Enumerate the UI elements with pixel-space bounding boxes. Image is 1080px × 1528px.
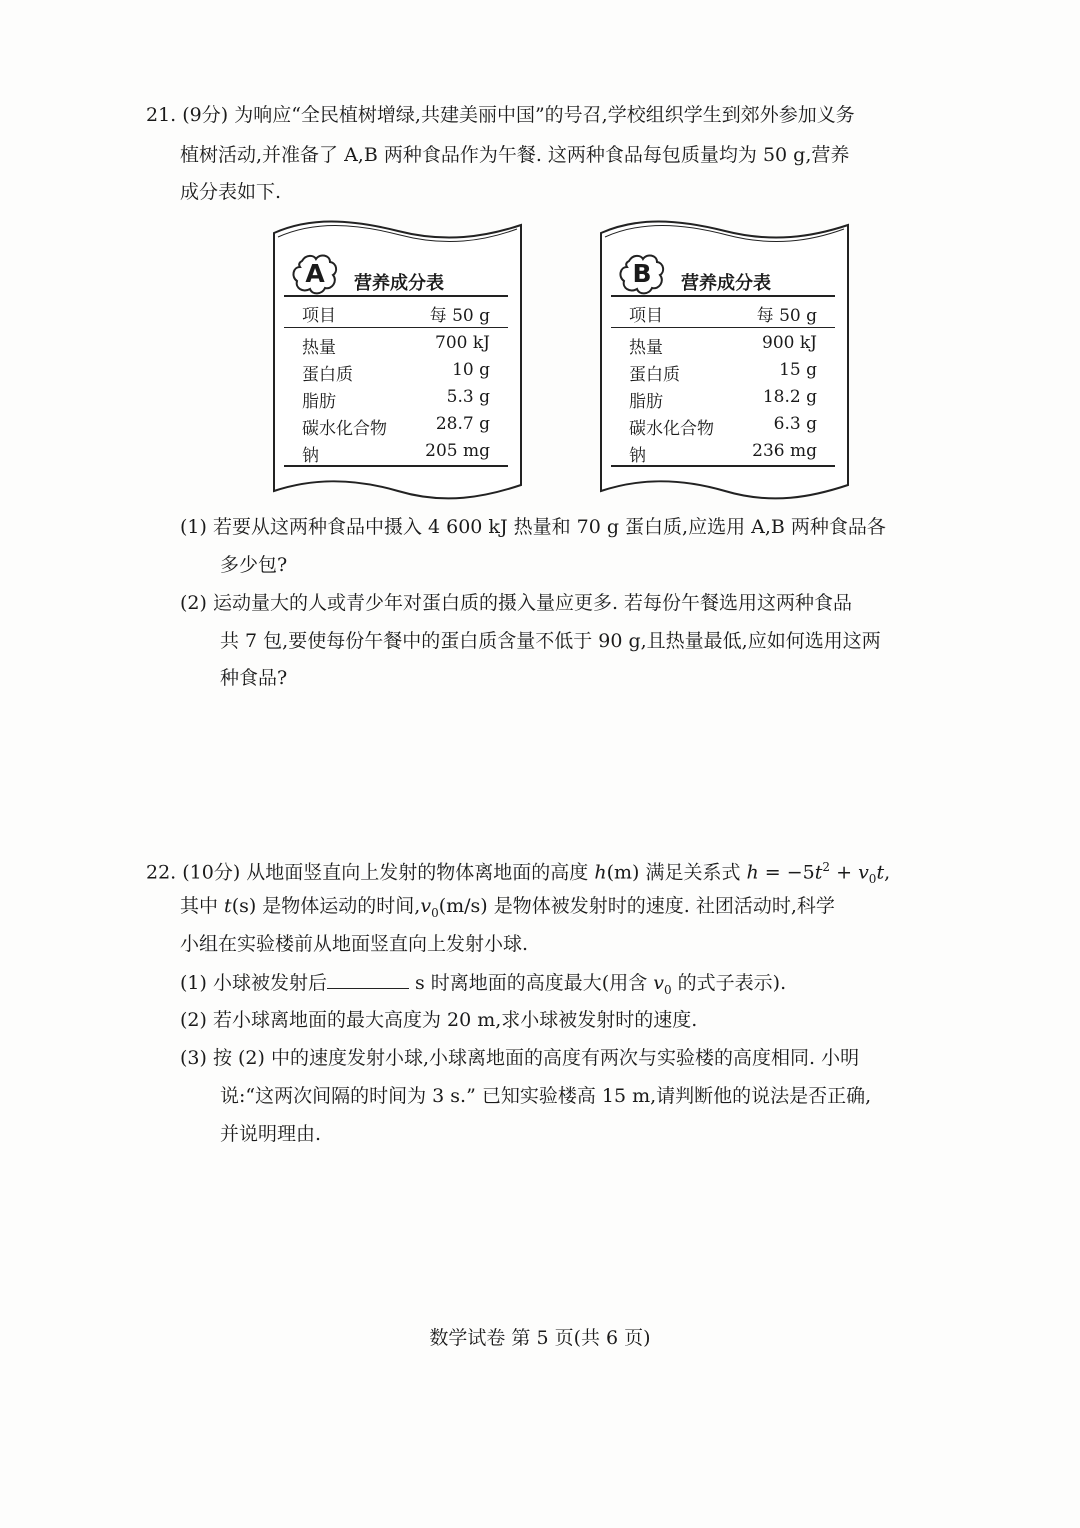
row-value: 6.3 g — [773, 414, 817, 434]
row-value: 18.2 g — [762, 387, 817, 407]
var-v: v — [653, 972, 664, 994]
q21-part2-line-1: (2) 运动量大的人或青少年对蛋白质的摄入量应更多. 若每份午餐选用这两种食品 — [180, 592, 853, 614]
q22-line-3: 小组在实验楼前从地面竖直向上发射小球. — [180, 933, 529, 955]
row-label: 钠 — [629, 446, 646, 466]
q22-l1-text-e: , — [884, 861, 891, 884]
q22-l2-text-a: 其中 — [180, 895, 225, 917]
var-t: t — [814, 861, 823, 884]
q22-line-2 — [180, 894, 835, 925]
table-row — [611, 384, 835, 411]
row-label: 钠 — [302, 446, 319, 466]
table-header-row — [284, 295, 508, 328]
row-label: 蛋白质 — [302, 365, 353, 385]
q22-part3-line-3: 并说明理由. — [220, 1123, 322, 1145]
var-h: h — [594, 861, 607, 884]
header-per: 每 50 g — [429, 306, 490, 326]
row-label: 热量 — [302, 338, 336, 358]
nutrition-card-b — [597, 215, 852, 500]
q22-p1-text-c: 的式子表示). — [671, 972, 787, 994]
exponent: 2 — [822, 860, 831, 874]
row-value: 236 mg — [752, 441, 817, 461]
table-header-row — [611, 295, 835, 328]
table-row — [611, 438, 835, 467]
q21-part1-line-2: 多少包? — [220, 554, 288, 576]
table-row — [284, 384, 508, 411]
row-label: 脂肪 — [629, 392, 663, 412]
q21-line-3: 成分表如下. — [180, 181, 282, 203]
q22-l2-text-c: (m/s) 是物体被发射时的速度. 社团活动时,科学 — [438, 895, 835, 917]
var-v: v — [858, 861, 869, 884]
var-v: v — [420, 895, 432, 917]
q21-line-1: 21. (9分) 为响应“全民植树增绿,共建美丽中国”的号召,学校组织学生到郊外参加义务 — [146, 104, 855, 126]
header-per: 每 50 g — [756, 306, 817, 326]
table-row — [611, 411, 835, 438]
q21-line-2: 植树活动,并准备了 A,B 两种食品作为午餐. 这两种食品每包质量均为 50 g,营养 — [180, 144, 850, 166]
q22-l1-text-c: = −5 — [758, 861, 815, 884]
table-row — [611, 330, 835, 357]
table-row — [284, 330, 508, 357]
q22-p1-text-a: (1) 小球被发射后 — [180, 972, 327, 994]
var-t: t — [876, 861, 885, 884]
header-item: 项目 — [629, 306, 663, 326]
card-a-title: 营养成分表 — [354, 273, 444, 294]
badge-a-letter: A — [305, 259, 325, 288]
badge-a-icon — [292, 253, 338, 295]
q22-l1-text-b: (m) 满足关系式 — [606, 861, 747, 884]
nutrition-card-a — [270, 215, 525, 500]
badge-b-letter: B — [632, 259, 652, 288]
row-value: 900 kJ — [762, 333, 817, 353]
q22-p1-text-b: s 时离地面的高度最大(用含 — [408, 972, 654, 994]
page-footer: 数学试卷 第 5 页(共 6 页) — [429, 1327, 651, 1349]
var-h: h — [746, 861, 759, 884]
badge-b-icon — [619, 253, 665, 295]
table-row — [284, 357, 508, 384]
subscript: 0 — [664, 982, 672, 997]
q21-part2-line-3: 种食品? — [220, 667, 288, 689]
row-value: 205 mg — [425, 441, 490, 461]
var-t: t — [224, 895, 232, 917]
table-row — [284, 438, 508, 467]
row-label: 脂肪 — [302, 392, 336, 412]
row-value: 15 g — [779, 360, 817, 380]
q22-l1-text-d: + — [830, 861, 859, 884]
row-value: 5.3 g — [446, 387, 490, 407]
subscript: 0 — [868, 872, 877, 887]
nutrition-table-a — [284, 295, 508, 467]
row-label: 热量 — [629, 338, 663, 358]
q22-line-1 — [146, 855, 890, 891]
q22-part2: (2) 若小球离地面的最大高度为 20 m,求小球被发射时的速度. — [180, 1009, 698, 1031]
row-value: 10 g — [452, 360, 490, 380]
row-value: 700 kJ — [435, 333, 490, 353]
row-label: 碳水化合物 — [302, 419, 387, 439]
row-value: 28.7 g — [435, 414, 490, 434]
header-item: 项目 — [302, 306, 336, 326]
subscript: 0 — [431, 905, 439, 920]
table-row — [284, 411, 508, 438]
q22-part1 — [180, 970, 786, 1002]
row-label: 蛋白质 — [629, 365, 680, 385]
table-row — [611, 357, 835, 384]
q22-l2-text-b: (s) 是物体运动的时间, — [231, 895, 421, 917]
q22-part3-line-1: (3) 按 (2) 中的速度发射小球,小球离地面的高度有两次与实验楼的高度相同. 小明 — [180, 1047, 860, 1069]
answer-blank[interactable] — [327, 970, 409, 989]
card-b-title: 营养成分表 — [681, 273, 771, 294]
q21-part2-line-2: 共 7 包,要使每份午餐中的蛋白质含量不低于 90 g,且热量最低,应如何选用这两 — [220, 630, 881, 652]
q21-part1-line-1: (1) 若要从这两种食品中摄入 4 600 kJ 热量和 70 g 蛋白质,应选用 A,B 两种食品各 — [180, 516, 886, 538]
q22-part3-line-2: 说:“这两次间隔的时间为 3 s.” 已知实验楼高 15 m,请判断他的说法是否正确, — [220, 1085, 872, 1107]
row-label: 碳水化合物 — [629, 419, 714, 439]
nutrition-table-b — [611, 295, 835, 467]
q22-l1-text-a: 22. (10分) 从地面竖直向上发射的物体离地面的高度 — [146, 861, 595, 884]
